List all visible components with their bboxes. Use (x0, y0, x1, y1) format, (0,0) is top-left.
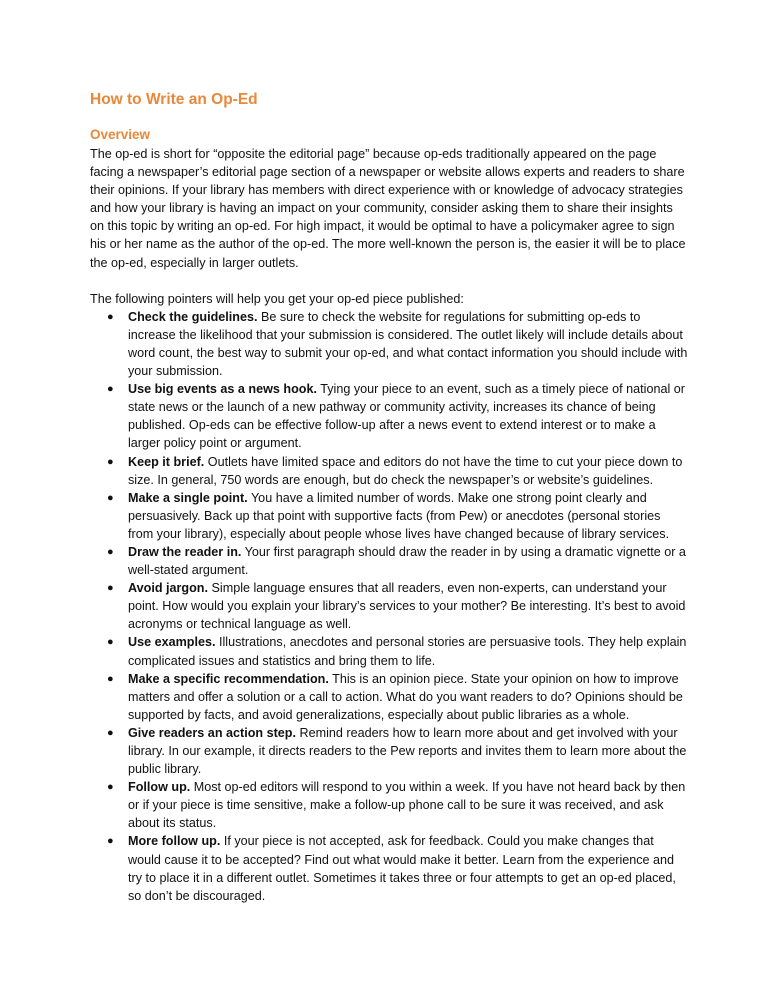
pointer-text: Simple language ensures that all readers, even non-experts, can understand your point. How would you explain your library’s services to your mother? Be interesting. It’s best to avoid acronyms or technical language as well. (128, 581, 686, 632)
pointer-text: You have a limited number of words. Make one strong point clearly and persuasively. Back up that point with supportive facts (from Pew) or anecdotes (personal stories from your library), especially about people whose lives have changed because of library services. (128, 490, 670, 541)
pointer-label: Use big events as a news hook. (128, 382, 317, 397)
pointer-label: Check the guidelines. (128, 309, 258, 324)
pointer-item-brief (90, 453, 688, 489)
bullet-icon: ● (107, 672, 114, 685)
pointer-label: Give readers an action step. (128, 725, 296, 740)
pointer-label: Follow up. (128, 780, 191, 795)
pointer-item-avoid-jargon (90, 579, 688, 633)
pointer-item-draw-reader (90, 543, 688, 579)
pointer-label: Make a specific recommendation. (128, 671, 329, 686)
bullet-icon: ● (107, 491, 114, 504)
pointer-item-action-step (90, 724, 688, 778)
pointer-label: Avoid jargon. (128, 581, 208, 596)
pointer-item-news-hook (90, 380, 688, 452)
pointer-text: This is an opinion piece. State your opinion on how to improve matters and offer a solution or a call to action. What do you want readers to do? Opinions should be supported by facts, and avoid generalizations, especially about public libraries as a whole. (128, 671, 683, 722)
pointer-text: If your piece is not accepted, ask for feedback. Could you make changes that would cause it to be accepted? Find out what would make it better. Learn from the experience and try to place it in a different outlet. Sometimes it takes three or four attempts to get an op-ed placed, so don’t be discouraged. (128, 834, 676, 903)
bullet-icon: ● (107, 582, 114, 595)
pointer-text: Outlets have limited space and editors do not have the time to cut your piece down to size. In general, 750 words are enough, but do check the newspaper’s or website’s guidelines. (128, 454, 683, 487)
bullet-icon: ● (107, 310, 114, 323)
bullet-icon: ● (107, 636, 114, 649)
pointer-label: Keep it brief. (128, 454, 205, 469)
pointer-text: Be sure to check the website for regulations for submitting op-eds to increase the likelihood that your submission is considered. The outlet likely will include details about word count, the best way to submit your op-ed, and what contact information you should include with your submission. (128, 309, 688, 379)
pointer-text: Tying your piece to an event, such as a timely piece of national or state news or the launch of a new pathway or community activity, increases its chance of being published. Op-eds can be effective follow-up after a news event to extend interest or to make a larger policy point or argument. (128, 382, 685, 451)
bullet-icon: ● (107, 835, 114, 848)
pointer-item-guidelines (90, 308, 688, 380)
pointer-label: Make a single point. (128, 490, 248, 505)
pointer-text: Your first paragraph should draw the reader in by using a dramatic vignette or a well-stated argument. (128, 544, 686, 578)
pointer-text: Most op-ed editors will respond to you within a week. If you have not heard back by then or if your piece is time sensitive, make a follow-up phone call to be sure it was received, and ask about its status. (128, 780, 686, 831)
pointer-item-examples (90, 633, 688, 669)
pointers-list (90, 308, 688, 905)
pointer-label: Use examples. (128, 635, 216, 650)
bullet-icon: ● (107, 545, 114, 558)
pointer-item-single-point (90, 489, 688, 543)
bullet-icon: ● (107, 781, 114, 794)
pointer-item-follow-up (90, 778, 688, 832)
pointers-intro: The following pointers will help you get your op-ed piece published: (90, 291, 464, 306)
bullet-icon: ● (107, 383, 114, 396)
pointer-text: Illustrations, anecdotes and personal stories are persuasive tools. They help explain complicated issues and statistics and bring them to life. (128, 635, 687, 668)
overview-paragraph: The op-ed is short for “opposite the editorial page” because op-eds traditionally appeared on the page facing a newspaper’s editorial page section of a newspaper or website allows experts and readers to share their opinions. If your library has members with direct experience with or knowledge of advocacy strategies and how your library is having an impact on your community, consider asking them to share their insights on this topic by writing an op-ed. For high impact, it would be optimal to have a policymaker agree to sign his or her name as the author of the op-ed. The more well-known the person is, the easier it will be to place the op-ed, especially in larger outlets. (90, 147, 686, 270)
bullet-icon: ● (107, 726, 114, 739)
overview-heading: Overview (90, 127, 151, 142)
pointer-text: Remind readers how to learn more about and get involved with your library. In our example, it directs readers to the Pew reports and invites them to learn more about the public library. (128, 725, 687, 777)
pointer-item-recommendation (90, 670, 688, 724)
pointer-item-more-follow-up (90, 832, 688, 904)
pointer-label: Draw the reader in. (128, 544, 242, 559)
pointer-label: More follow up. (128, 834, 221, 849)
document-title: How to Write an Op-Ed (90, 91, 258, 108)
bullet-icon: ● (107, 455, 114, 468)
